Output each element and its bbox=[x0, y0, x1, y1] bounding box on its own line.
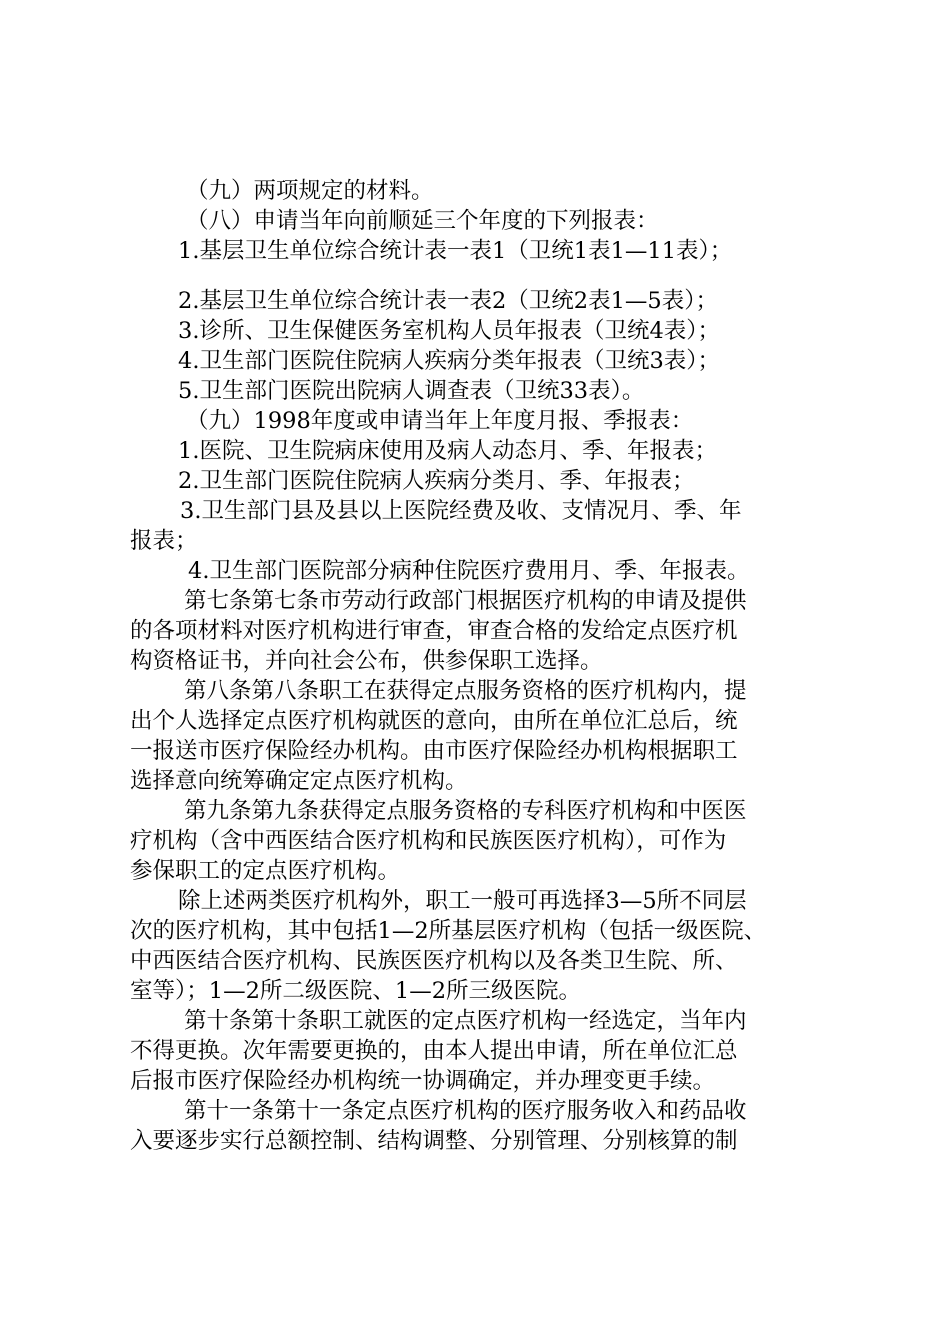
text-line: 第七条第七条市劳动行政部门根据医疗机构的申请及提供 bbox=[184, 588, 747, 614]
text-line: 后报市医疗保险经办机构统一协调确定，并办理变更手续。 bbox=[130, 1068, 716, 1094]
text-line: 出个人选择定点医疗机构就医的意向，由所在单位汇总后，统 bbox=[130, 708, 738, 734]
text-line: 参保职工的定点医疗机构。 bbox=[130, 858, 401, 884]
text-line: 3.卫生部门县及县以上医院经费及收、支情况月、季、年 bbox=[180, 498, 742, 524]
text-line: 第九条第九条获得定点服务资格的专科医疗机构和中医医 bbox=[184, 798, 747, 824]
text-line: 4.卫生部门医院部分病种住院医疗费用月、季、年报表。 bbox=[188, 558, 750, 584]
text-line: 1.医院、卫生院病床使用及病人动态月、季、年报表； bbox=[178, 438, 717, 464]
text-line: （九）1998年度或申请当年上年度月报、季报表： bbox=[186, 408, 694, 434]
blank-gap bbox=[130, 266, 842, 286]
text-line: 报表； bbox=[130, 528, 198, 554]
text-line: 4.卫生部门医院住院病人疾病分类年报表（卫统3表）； bbox=[178, 348, 721, 374]
text-line: 2.基层卫生单位综合统计表一表2（卫统2表1—5表）； bbox=[178, 288, 718, 314]
text-line: 3.诊所、卫生保健医务室机构人员年报表（卫统4表）； bbox=[178, 318, 721, 344]
text-line: 第八条第八条职工在获得定点服务资格的医疗机构内，提 bbox=[184, 678, 747, 704]
text-line: 选择意向统筹确定定点医疗机构。 bbox=[130, 768, 468, 794]
text-line: 中西医结合医疗机构、民族医医疗机构以及各类卫生院、所、 bbox=[130, 948, 738, 974]
text-line: （八）申请当年向前顺延三个年度的下列报表： bbox=[186, 208, 659, 234]
text-line: 1.基层卫生单位综合统计表一表1（卫统1表1—11表）； bbox=[178, 238, 733, 264]
document-body bbox=[130, 176, 842, 1156]
text-line: 第十一条第十一条定点医疗机构的医疗服务收入和药品收 bbox=[184, 1098, 747, 1124]
text-line: 入要逐步实行总额控制、结构调整、分别管理、分别核算的制 bbox=[130, 1128, 738, 1154]
text-line: 5.卫生部门医院出院病人调查表（卫统33表）。 bbox=[178, 378, 645, 404]
text-line: 除上述两类医疗机构外，职工一般可再选择3—5所不同层 bbox=[178, 888, 747, 914]
text-line: 一报送市医疗保险经办机构。由市医疗保险经办机构根据职工 bbox=[130, 738, 738, 764]
text-line: 次的医疗机构，其中包括1—2所基层医疗机构（包括一级医院、 bbox=[130, 918, 767, 944]
text-line: 第十条第十条职工就医的定点医疗机构一经选定，当年内 bbox=[184, 1008, 747, 1034]
text-line: 疗机构（含中西医结合医疗机构和民族医医疗机构），可作为 bbox=[130, 828, 727, 854]
text-line: （九）两项规定的材料。 bbox=[186, 178, 434, 204]
text-line: 构资格证书，并向社会公布，供参保职工选择。 bbox=[130, 648, 603, 674]
text-line: 不得更换。次年需要更换的，由本人提出申请，所在单位汇总 bbox=[130, 1038, 738, 1064]
text-line: 的各项材料对医疗机构进行审查，审查合格的发给定点医疗机 bbox=[130, 618, 738, 644]
text-line: 室等）；1—2所二级医院、1—2所三级医院。 bbox=[130, 978, 582, 1004]
text-line: 2.卫生部门医院住院病人疾病分类月、季、年报表； bbox=[178, 468, 695, 494]
